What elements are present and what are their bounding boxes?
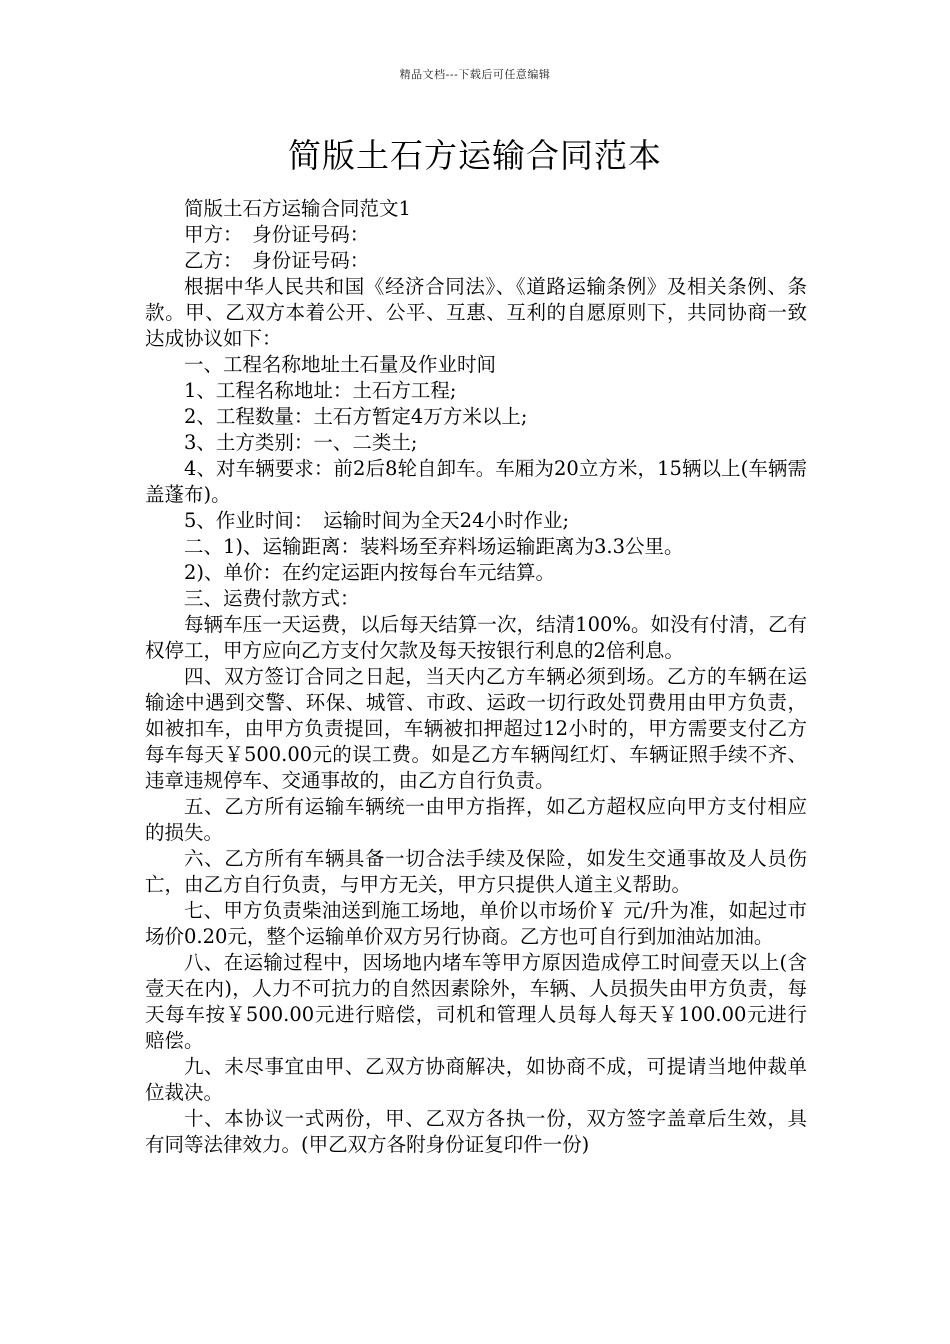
paragraph-section-6: 六、乙方所有车辆具备一切合法手续及保险，如发生交通事故及人员伤亡，由乙方自行负责，与甲方无关，甲方只提供人道主义帮助。 bbox=[145, 847, 807, 896]
page-header: 精品文档---下载后可任意编辑 bbox=[399, 68, 551, 81]
paragraph-section-5: 五、乙方所有运输车辆统一由甲方指挥，如乙方超权应向甲方支付相应的损失。 bbox=[145, 795, 807, 844]
paragraph-section-10: 十、本协议一式两份，甲、乙双方各执一份，双方签字盖章后生效，具有同等法律效力。(甲乙双方各附身份证复印件一份) bbox=[145, 1107, 807, 1156]
paragraph-item-5: 5、作业时间： 运输时间为全天24小时作业; bbox=[184, 509, 570, 532]
paragraph-section-1: 一、工程名称地址土石量及作业时间 bbox=[184, 353, 497, 376]
paragraph-section-3: 三、运费付款方式： bbox=[184, 587, 360, 610]
paragraph-section-9: 九、未尽事宜由甲、乙双方协商解决，如协商不成，可提请当地仲裁单位裁决。 bbox=[145, 1055, 807, 1104]
paragraph-party-b: 乙方： 身份证号码： bbox=[184, 249, 370, 272]
paragraph-item-2: 2、工程数量：土石方暂定4万方米以上; bbox=[184, 405, 528, 428]
paragraph-section-2-distance: 二、1)、运输距离：装料场至弃料场运输距离为3.3公里。 bbox=[184, 535, 684, 558]
paragraph-section-8: 八、在运输过程中，因场地内堵车等甲方原因造成停工时间壹天以上(含壹天在内)，人力不可抗力的自然因素除外，车辆、人员损失由甲方负责，每天每车按￥500.00元进行赔偿，司机和管理人员每人每天￥100.00元进行赔偿。 bbox=[145, 951, 807, 1052]
paragraph-item-4: 4、对车辆要求：前2后8轮自卸车。车厢为20立方米，15辆以上(车辆需盖蓬布)。 bbox=[145, 457, 807, 506]
paragraph-section-2-price: 2)、单价：在约定运距内按每台车元结算。 bbox=[184, 561, 556, 584]
paragraph-item-1: 1、工程名称地址：土石方工程; bbox=[184, 379, 457, 402]
paragraph-section-4: 四、双方签订合同之日起，当天内乙方车辆必须到场。乙方的车辆在运输途中遇到交警、环保、城管、市政、运政一切行政处罚费用由甲方负责，如被扣车，由甲方负责提回，车辆被扣押超过12小时的，甲方需要支付乙方每车每天￥500.00元的误工费。如是乙方车辆闯红灯、车辆证照手续不齐、违章违规停车、交通事故的，由乙方自行负责。 bbox=[145, 665, 807, 792]
document-body bbox=[145, 196, 807, 1158]
paragraph-party-a: 甲方： 身份证号码： bbox=[184, 223, 370, 246]
document-title: 简版土石方运输合同范本 bbox=[288, 136, 662, 175]
paragraph-payment: 每辆车压一天运费，以后每天结算一次，结清100%。如没有付清，乙有权停工，甲方应向乙方支付欠款及每天按银行利息的2倍利息。 bbox=[145, 613, 807, 662]
paragraph-subtitle: 简版土石方运输合同范文1 bbox=[184, 197, 411, 220]
paragraph-section-7: 七、甲方负责柴油送到施工场地，单价以市场价￥ 元/升为准，如起过市场价0.20元，整个运输单价双方另行协商。乙方也可自行到加油站加油。 bbox=[145, 899, 807, 948]
paragraph-item-3: 3、土方类别：一、二类土; bbox=[184, 431, 418, 454]
paragraph-preamble: 根据中华人民共和国《经济合同法》、《道路运输条例》及相关条例、条款。甲、乙双方本着公开、公平、互惠、互利的自愿原则下，共同协商一致达成协议如下： bbox=[145, 275, 807, 350]
